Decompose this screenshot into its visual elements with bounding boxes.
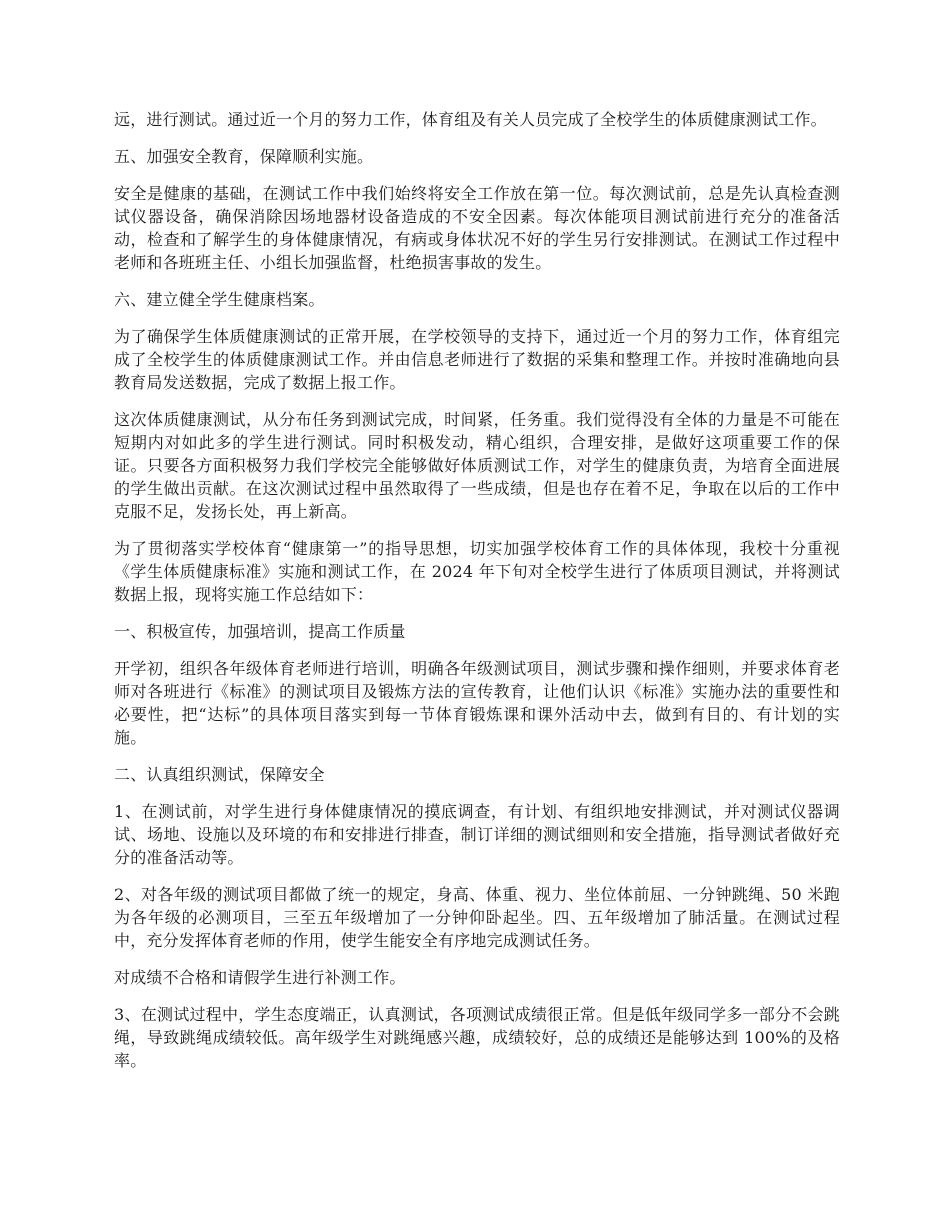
list-item: 1、在测试前，对学生进行身体健康情况的摸底调查，有计划、有组织地安排测试，并对测试仪器调试、场地、设施以及环境的布和安排进行排查，制订详细的测试细则和安全措施，指导测试者做好充分的准备活动等。 bbox=[114, 802, 840, 867]
section-heading: 六、建立健全学生健康档案。 bbox=[114, 290, 325, 309]
paragraph: 开学初，组织各年级体育老师进行培训，明确各年级测试项目，测试步骤和操作细则，并要求体育老师对各班进行《标准》的测试项目及锻炼方法的宣传教育，让他们认识《标准》实施办法的重要性和必要性，把“达标”的具体项目落实到每一节体育锻炼课和课外活动中去，做到有目的、有计划的实施。 bbox=[114, 659, 840, 747]
paragraph: 远，进行测试。通过近一个月的努力工作，体育组及有关人员完成了全校学生的体质健康测试工作。 bbox=[114, 110, 827, 129]
document-page bbox=[114, 108, 840, 1086]
paragraph: 安全是健康的基础，在测试工作中我们始终将安全工作放在第一位。每次测试前，总是先认真检查测试仪器设备，确保消除因场地器材设备造成的不安全因素。每次体能项目测试前进行充分的准备活动，检查和了解学生的身体健康情况，有病或身体状况不好的学生另行安排测试。在测试工作过程中老师和各班班主任、小组长加强监督，杜绝损害事故的发生。 bbox=[114, 184, 840, 272]
paragraph: 为了确保学生体质健康测试的正常开展，在学校领导的支持下，通过近一个月的努力工作，体育组完成了全校学生的体质健康测试工作。并由信息老师进行了数据的采集和整理工作。并按时准确地向县教育局发送数据，完成了数据上报工作。 bbox=[114, 327, 840, 392]
section-heading: 一、积极宣传，加强培训，提高工作质量 bbox=[114, 622, 406, 641]
paragraph: 对成绩不合格和请假学生进行补测工作。 bbox=[114, 968, 406, 987]
section-heading: 五、加强安全教育，保障顺利实施。 bbox=[114, 147, 374, 166]
paragraph: 为了贯彻落实学校体育“健康第一”的指导思想，切实加强学校体育工作的具体体现，我校十分重视《学生体质健康标准》实施和测试工作，在 2024 年下旬对全校学生进行了体质项目测试，并将测试数据上报，现将实施工作总结如下： bbox=[114, 539, 840, 604]
paragraph: 这次体质健康测试，从分布任务到测试完成，时间紧，任务重。我们觉得没有全体的力量是不可能在短期内对如此多的学生进行测试。同时积极发动，精心组织，合理安排，是做好这项重要工作的保证。只要各方面积极努力我们学校完全能够做好体质测试工作，对学生的健康负责，为培育全面进展的学生做出贡献。在这次测试过程中虽然取得了一些成绩，但是也存在着不足，争取在以后的工作中克服不足，发扬长处，再上新高。 bbox=[114, 410, 840, 521]
list-item: 3、在测试过程中，学生态度端正，认真测试，各项测试成绩很正常。但是低年级同学多一部分不会跳绳，导致跳绳成绩较低。高年级学生对跳绳感兴趣，成绩较好，总的成绩还是能够达到 100%的及格率。 bbox=[114, 1005, 840, 1070]
list-item: 2、对各年级的测试项目都做了统一的规定，身高、体重、视力、坐位体前屈、一分钟跳绳、50 米跑为各年级的必测项目，三至五年级增加了一分钟仰卧起坐。四、五年级增加了肺活量。在测试过程中，充分发挥体育老师的作用，使学生能安全有序地完成测试任务。 bbox=[114, 885, 840, 950]
section-heading: 二、认真组织测试，保障安全 bbox=[114, 765, 325, 784]
